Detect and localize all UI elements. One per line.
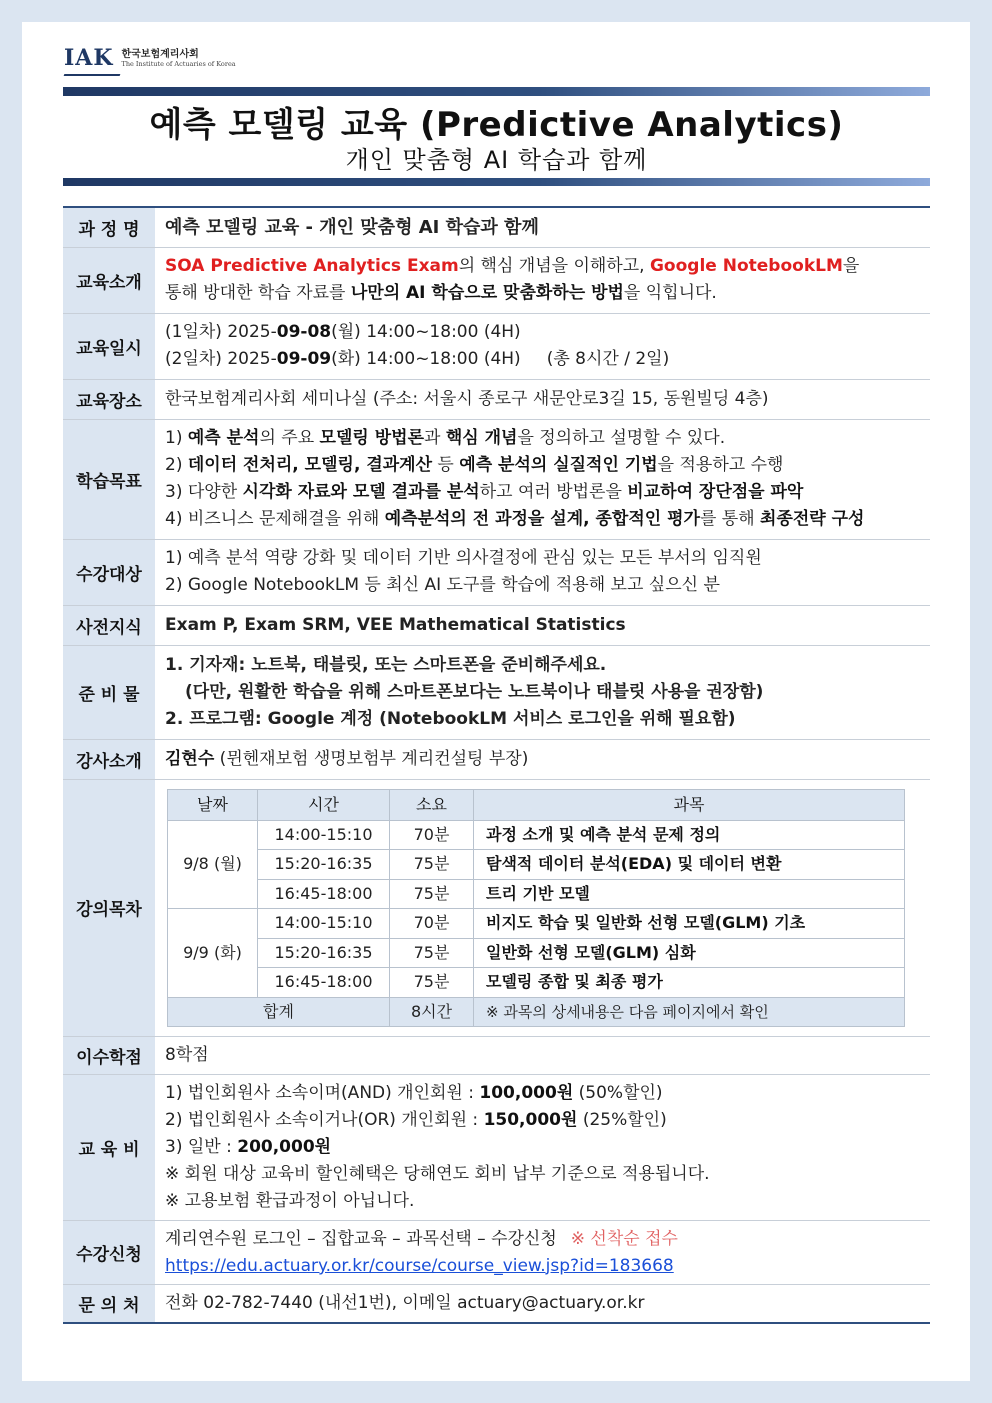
col-duration: 소요 <box>390 789 474 820</box>
intro-text-1: 의 핵심 개념을 이해하고, <box>458 256 650 276</box>
document-page <box>22 22 970 1381</box>
day1-prefix: (1일차) 2025- <box>165 322 277 342</box>
session-subject: 트리 기반 모델 <box>474 879 905 909</box>
intro-text-2: 을 <box>842 256 860 276</box>
session-time: 15:20-16:35 <box>258 850 390 880</box>
day2-date-cell: 9/9 (화) <box>168 909 258 998</box>
session-time: 16:45-18:00 <box>258 879 390 909</box>
session-subject: 과정 소개 및 예측 분석 문제 정의 <box>474 820 905 850</box>
day1-time: (월) 14:00~18:00 (4H) <box>331 322 521 342</box>
session-time: 15:20-16:35 <box>258 938 390 968</box>
label-apply: 수강신청 <box>63 1221 155 1285</box>
title-bar-top <box>63 87 930 96</box>
label-fee: 교 육 비 <box>63 1075 155 1221</box>
label-schedule: 강의목차 <box>63 779 155 1037</box>
title-bar-bottom <box>63 178 930 186</box>
label-prep: 준 비 물 <box>63 645 155 739</box>
session-time: 14:00-15:10 <box>258 820 390 850</box>
schedule-note: ※ 과목의 상세내용은 다음 페이지에서 확인 <box>474 997 905 1027</box>
table-row <box>168 938 905 968</box>
label-dates: 교육일시 <box>63 313 155 379</box>
session-duration: 75분 <box>390 938 474 968</box>
apply-link[interactable]: https://edu.actuary.or.kr/course/course_view.jsp?id=183668 <box>165 1255 674 1276</box>
course-info-table <box>63 206 930 1324</box>
session-subject: 탐색적 데이터 분석(EDA) 및 데이터 변환 <box>474 850 905 880</box>
value-place: 한국보험계리사회 세미나실 (주소: 서울시 종로구 새문안로3길 15, 동원빌딩 4층) <box>155 379 930 419</box>
value-prereq: Exam P, Exam SRM, VEE Mathematical Statistics <box>155 605 930 645</box>
page-title: 예측 모델링 교육 (Predictive Analytics) <box>149 105 844 145</box>
target-1: 1) 예측 분석 역량 강화 및 데이터 기반 의사결정에 관심 있는 모든 부서의 임직원 <box>165 548 762 568</box>
label-intro: 교육소개 <box>63 247 155 313</box>
row-instructor <box>63 739 930 779</box>
goal-3: 3) 다양한 시각화 자료와 모델 결과를 분석하고 여러 방법론을 비교하여 장단점을 파악 <box>165 482 804 502</box>
intro-exam: SOA Predictive Analytics Exam <box>165 256 459 276</box>
session-subject: 비지도 학습 및 일반화 선형 모델(GLM) 기초 <box>474 909 905 939</box>
session-duration: 70분 <box>390 909 474 939</box>
row-apply <box>63 1221 930 1285</box>
session-subject: 일반화 선형 모델(GLM) 심화 <box>474 938 905 968</box>
apply-note: ※ 선착순 접수 <box>570 1228 678 1249</box>
row-prereq <box>63 605 930 645</box>
label-target: 수강대상 <box>63 539 155 605</box>
target-2: 2) Google NotebookLM 등 최신 AI 도구를 학습에 적용해 보고 싶으신 분 <box>165 575 720 595</box>
day2-prefix: (2일차) 2025- <box>165 349 277 369</box>
col-date: 날짜 <box>168 789 258 820</box>
row-target <box>63 539 930 605</box>
prep-2: 2. 프로그램: Google 계정 (NotebookLM 서비스 로그인을 위해 필요함) <box>165 708 736 729</box>
dates-total: (총 8시간 / 2일) <box>546 349 670 369</box>
row-place <box>63 379 930 419</box>
label-prereq: 사전지식 <box>63 605 155 645</box>
logo-name-ko: 한국보험계리사회 <box>121 49 199 61</box>
value-target <box>155 539 930 605</box>
session-duration: 75분 <box>390 879 474 909</box>
row-course <box>63 207 930 247</box>
value-prep <box>155 645 930 739</box>
total-label: 합계 <box>168 997 390 1027</box>
table-row <box>168 879 905 909</box>
apply-path: 계리연수원 로그인 – 집합교육 – 과목선택 – 수강신청 <box>165 1228 557 1249</box>
day1-date-cell: 9/8 (월) <box>168 820 258 909</box>
row-contact <box>63 1285 930 1323</box>
goal-4: 4) 비즈니스 문제해결을 위해 예측분석의 전 과정을 설계, 종합적인 평가를 통해 최종전략 구성 <box>165 509 865 529</box>
intro-text-3: 통해 방대한 학습 자료를 <box>165 283 351 303</box>
fee-3: 3) 일반 : 200,000원 <box>165 1137 332 1157</box>
label-contact: 문 의 처 <box>63 1285 155 1323</box>
logo-name-en: The Institute of Actuaries of Korea <box>121 59 236 68</box>
table-row <box>168 850 905 880</box>
prep-1: 1. 기자재: 노트북, 태블릿, 또는 스마트폰을 준비해주세요. <box>165 654 607 675</box>
logo-mark: IAK <box>64 45 114 71</box>
table-row <box>168 968 905 998</box>
value-apply <box>155 1221 930 1285</box>
total-duration: 8시간 <box>390 997 474 1027</box>
label-place: 교육장소 <box>63 379 155 419</box>
fee-note-2: ※ 고용보험 환급과정이 아닙니다. <box>165 1191 415 1211</box>
value-credit: 8학점 <box>155 1037 930 1075</box>
fee-1: 1) 법인회원사 소속이며(AND) 개인회원 : 100,000원 (50%할인) <box>165 1083 663 1103</box>
session-duration: 70분 <box>390 820 474 850</box>
value-instructor <box>155 739 930 779</box>
fee-note-1: ※ 회원 대상 교육비 할인혜택은 당해연도 회비 납부 기준으로 적용됩니다. <box>165 1164 710 1184</box>
table-row <box>168 820 905 850</box>
label-credit: 이수학점 <box>63 1037 155 1075</box>
table-row <box>168 909 905 939</box>
row-fee <box>63 1075 930 1221</box>
goal-2: 2) 데이터 전처리, 모델링, 결과계산 등 예측 분석의 실질적인 기법을 적용하고 수행 <box>165 455 784 475</box>
session-time: 16:45-18:00 <box>258 968 390 998</box>
label-goals: 학습목표 <box>63 419 155 539</box>
schedule-header <box>168 789 905 820</box>
value-fee <box>155 1075 930 1221</box>
session-duration: 75분 <box>390 968 474 998</box>
iak-logo <box>64 42 236 76</box>
value-goals <box>155 419 930 539</box>
day2-time: (화) 14:00~18:00 (4H) <box>331 349 521 369</box>
session-duration: 75분 <box>390 850 474 880</box>
intro-notebooklm: Google NotebookLM <box>649 256 843 276</box>
goal-1: 1) 예측 분석의 주요 모델링 방법론과 핵심 개념을 정의하고 설명할 수 있다. <box>165 428 726 448</box>
session-subject: 모델링 종합 및 최종 평가 <box>474 968 905 998</box>
col-subject: 과목 <box>474 789 905 820</box>
row-goals <box>63 419 930 539</box>
value-schedule <box>155 779 930 1037</box>
day1-date: 09-08 <box>276 322 332 342</box>
row-schedule <box>63 779 930 1037</box>
value-contact: 전화 02-782-7440 (내선1번), 이메일 actuary@actuary.or.kr <box>155 1285 930 1323</box>
fee-2: 2) 법인회원사 소속이거나(OR) 개인회원 : 150,000원 (25%할인) <box>165 1110 667 1130</box>
intro-highlight: 나만의 AI 학습으로 맞춤화하는 방법 <box>350 283 624 303</box>
schedule-total-row <box>168 997 905 1027</box>
col-time: 시간 <box>258 789 390 820</box>
label-instructor: 강사소개 <box>63 739 155 779</box>
schedule-table <box>167 789 905 1028</box>
instructor-name: 김현수 <box>165 748 215 769</box>
row-intro <box>63 247 930 313</box>
intro-text-4: 을 익힙니다. <box>623 283 717 303</box>
row-credit <box>63 1037 930 1075</box>
row-prep <box>63 645 930 739</box>
value-intro <box>155 247 930 313</box>
prep-note: (다만, 원활한 학습을 위해 스마트폰보다는 노트북이나 태블릿 사용을 권장함) <box>185 681 764 702</box>
page-subtitle: 개인 맞춤형 AI 학습과 함께 <box>345 146 648 174</box>
value-dates <box>155 313 930 379</box>
label-course: 과 정 명 <box>63 207 155 247</box>
day2-date: 09-09 <box>276 349 332 369</box>
value-course: 예측 모델링 교육 - 개인 맞춤형 AI 학습과 함께 <box>155 207 930 247</box>
instructor-desc: (뮌헨재보험 생명보험부 계리컨설팅 부장) <box>214 748 529 769</box>
row-dates <box>63 313 930 379</box>
session-time: 14:00-15:10 <box>258 909 390 939</box>
